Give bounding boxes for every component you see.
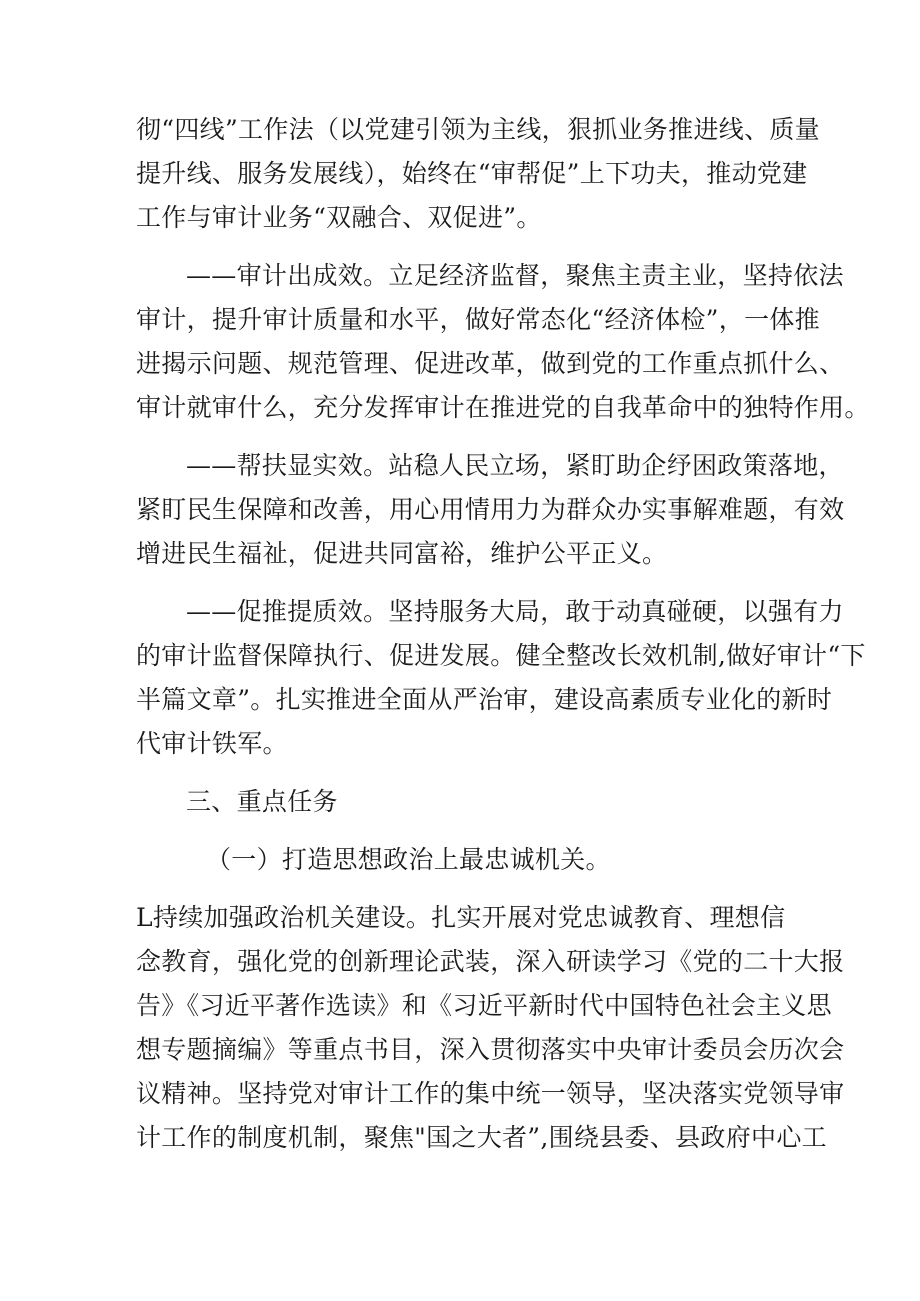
text-line: 半篇文章”。扎实推进全面从严治审，建设高素质专业化的新时 bbox=[136, 685, 833, 714]
document-body bbox=[136, 108, 870, 1160]
section-heading: 三、重点任务 bbox=[186, 787, 338, 816]
text-line: 彻“四线”工作法（以党建引领为主线，狠抓业务推进线、质量 bbox=[136, 115, 820, 144]
text-line: 的审计监督保障执行、促进发展。健全整改长效机制,做好审计“下 bbox=[136, 641, 866, 670]
text-line: 代审计铁军。 bbox=[136, 729, 288, 758]
text-line: ——帮扶显实效。站稳人民立场，紧盯助企纾困政策落地， bbox=[186, 451, 844, 480]
text-line: 计工作的制度机制，聚焦"国之大者”,围绕县委、县政府中心工 bbox=[136, 1123, 827, 1152]
paragraph-assistance-results bbox=[136, 444, 845, 576]
text-line: 增进民生福祉，促进共同富裕，维护公平正义。 bbox=[136, 539, 668, 568]
text-line: 工作与审计业务“双融合、双促进”。 bbox=[136, 203, 542, 232]
subsection-heading: （一）打造思想政治上最忠诚机关。 bbox=[206, 845, 611, 874]
paragraph-four-lines-method bbox=[136, 108, 820, 240]
text-line: L持续加强政治机关建设。扎实开展对党忠诚教育、理想信 bbox=[136, 903, 786, 932]
text-line: 审计就审什么，充分发挥审计在推进党的自我革命中的独特作用。 bbox=[136, 393, 870, 422]
text-line: 议精神。坚持党对审计工作的集中统一领导，坚决落实党领导审 bbox=[136, 1079, 845, 1108]
paragraph-political-organ-building bbox=[136, 896, 845, 1160]
text-line: 想专题摘编》等重点书目，深入贯彻落实中央审计委员会历次会 bbox=[136, 1035, 845, 1064]
text-line: 进揭示问题、规范管理、促进改革，做到党的工作重点抓什么、 bbox=[136, 349, 845, 378]
text-line: ——审计出成效。立足经济监督，聚焦主责主业，坚持依法 bbox=[186, 261, 844, 290]
paragraph-promotion-quality bbox=[136, 590, 866, 766]
text-line: 审计，提升审计质量和水平，做好常态化“经济体检”，一体推 bbox=[136, 305, 820, 334]
paragraph-audit-results bbox=[136, 254, 870, 430]
text-line: 提升线、服务发展线），始终在“审帮促”上下功夫，推动党建 bbox=[136, 159, 808, 188]
text-line: 念教育，强化党的创新理论武装，深入研读学习《党的二十大报 bbox=[136, 947, 845, 976]
text-line: 紧盯民生保障和改善，用心用情用力为群众办实事解难题，有效 bbox=[136, 495, 845, 524]
text-line: 告》《习近平著作选读》和《习近平新时代中国特色社会主义思 bbox=[136, 991, 832, 1020]
text-line: ——促推提质效。坚持服务大局，敢于动真碰硬，以强有力 bbox=[186, 597, 844, 626]
